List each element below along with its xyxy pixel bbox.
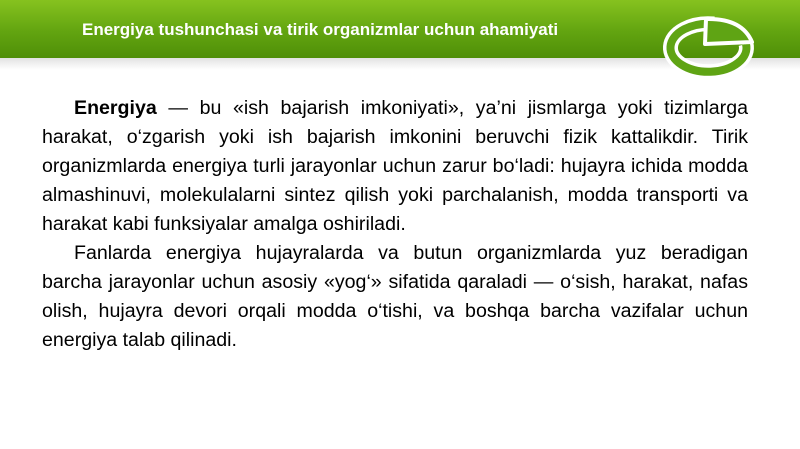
term-energiya: Energiya xyxy=(74,97,157,119)
paragraph-definition xyxy=(42,94,748,239)
body-text xyxy=(42,94,748,355)
pie-chart-logo-icon xyxy=(656,9,760,81)
logo-slice xyxy=(705,19,752,44)
paragraph-science xyxy=(42,239,748,355)
paragraph-science-text: Fanlarda energiya hujayralarda va butun organizmlarda yuz beradigan barcha jarayonlar uchun asosiy «yog‘» sifatida qaraladi — o‘sish, harakat, nafas olish, hujayra devori orqali modda o‘tishi, va boshqa barcha vazifalar uchun energiya talab qilinadi. xyxy=(42,242,748,351)
paragraph-definition-text: — bu «ish bajarish imkoniyati», ya’ni jismlarga yoki tizimlarga harakat, o‘zgarish yoki ish bajarish imkonini beruvchi fizik kattalikdir. Tirik organizmlarda energiya turli jarayonlar uchun zarur bo‘ladi: hujayra ichida modda almashinuvi, molekulalarni sintez qilish yoki parchalanish, modda transporti va harakat kabi funksiyalar amalga oshiriladi. xyxy=(42,97,748,235)
slide-title: Energiya tushunchasi va tirik organizmlar uchun ahamiyati xyxy=(82,20,559,39)
